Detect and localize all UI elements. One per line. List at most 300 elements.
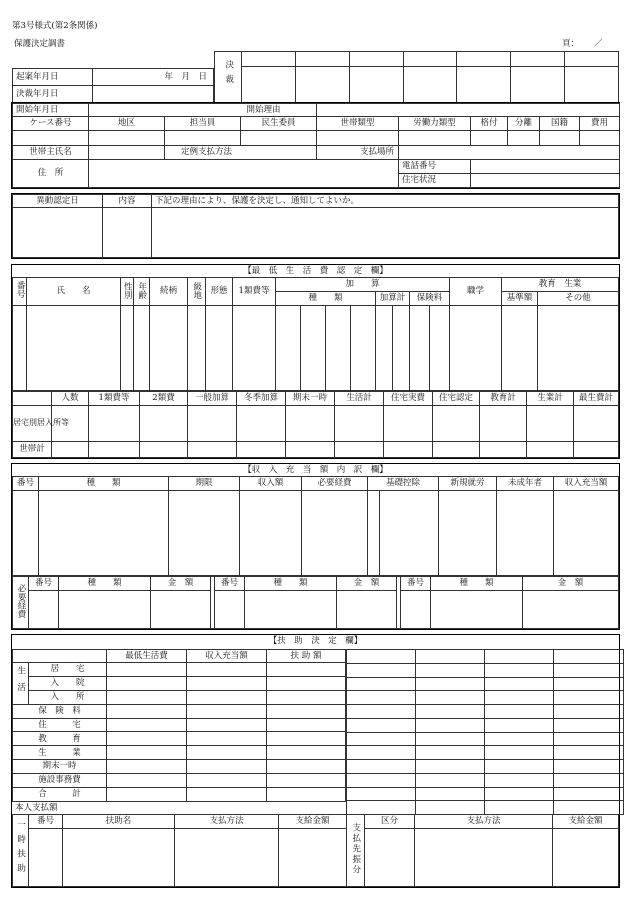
- self-pay-table: [12, 801, 346, 815]
- sum-cell[interactable]: [89, 442, 140, 458]
- sum-cell[interactable]: [527, 442, 574, 458]
- sum-cell[interactable]: [480, 442, 527, 458]
- welfare-commissioner-label: 民生委員: [241, 117, 317, 130]
- ta-no-field[interactable]: [29, 829, 63, 887]
- sum-cell[interactable]: [140, 406, 188, 442]
- approval-sign-1[interactable]: [242, 67, 296, 103]
- page-label: 頁：: [562, 39, 580, 49]
- aid-row-label: 生 業: [13, 746, 107, 760]
- address-label: 住 所: [13, 159, 89, 187]
- inc-minor-field[interactable]: [497, 491, 554, 576]
- aid-blank-cell[interactable]: [416, 718, 485, 732]
- sum-cell[interactable]: [335, 406, 384, 442]
- aid-amount-field[interactable]: [267, 663, 346, 677]
- ml-kind-field-3[interactable]: [326, 306, 351, 391]
- change-content-label: 内容: [103, 195, 152, 208]
- sum-cell[interactable]: [188, 406, 237, 442]
- ml-grade-area-label: 級地: [188, 278, 206, 306]
- sum-col-label: 生活計: [335, 392, 384, 406]
- separation-label: 分離: [508, 117, 540, 130]
- ta-pay-method-field-2[interactable]: [415, 829, 553, 887]
- inc-new-job-field[interactable]: [439, 491, 497, 576]
- aid-blank-cell[interactable]: [347, 677, 416, 691]
- inc-kind-label: 種 類: [39, 477, 169, 491]
- aid-min-cost-field[interactable]: [107, 746, 187, 760]
- ml-age-field[interactable]: [134, 306, 150, 391]
- aid-amount-field[interactable]: [267, 788, 346, 802]
- sum-col-label: 生業計: [527, 392, 574, 406]
- aid-blank-cell[interactable]: [416, 732, 485, 746]
- aid-blank-cell[interactable]: [485, 746, 554, 760]
- ml-age-label: 年齢: [134, 278, 150, 306]
- aid-blank-cell[interactable]: [485, 801, 554, 815]
- aid-blank-cell[interactable]: [347, 650, 416, 664]
- ml-relation-field[interactable]: [150, 306, 188, 391]
- start-reason-field[interactable]: [317, 104, 620, 117]
- min-living-table: [12, 277, 619, 391]
- sum-row-residence-label: 居宅別居入所等: [13, 406, 52, 442]
- ta-pay-amount-label: 支給金額: [279, 815, 347, 829]
- ta-pay-amount-field-2[interactable]: [553, 829, 619, 887]
- aid-row-label: 入 所: [29, 690, 107, 704]
- aid-min-cost-field[interactable]: [107, 732, 187, 746]
- exp-kind-label-1: 種 類: [59, 577, 151, 591]
- ml-standard-label: 基準額: [502, 292, 538, 306]
- exp-no-label-2: 番号: [215, 577, 245, 591]
- aid-blank-cell[interactable]: [347, 663, 416, 677]
- sum-cell[interactable]: [188, 442, 237, 458]
- inc-no-label: 番号: [13, 477, 39, 491]
- inc-period-field[interactable]: [169, 491, 240, 576]
- aid-blank-cell[interactable]: [485, 787, 554, 801]
- aid-blank-cell[interactable]: [416, 787, 485, 801]
- ml-no-field[interactable]: [13, 306, 27, 391]
- ta-pay-method-label: 支払方法: [175, 815, 279, 829]
- aid-min-cost-field[interactable]: [107, 663, 187, 677]
- sum-cell[interactable]: [433, 406, 480, 442]
- aid-blank-cell[interactable]: [416, 705, 485, 719]
- sum-col-label: 教育計: [480, 392, 527, 406]
- separation-field[interactable]: [508, 130, 540, 146]
- aid-blank-cell[interactable]: [347, 732, 416, 746]
- aid-income-field[interactable]: [187, 774, 267, 788]
- sum-cell[interactable]: [527, 406, 574, 442]
- approval-sign-3[interactable]: [349, 67, 403, 103]
- aid-blank-cell[interactable]: [347, 787, 416, 801]
- aid-blank-cell[interactable]: [347, 773, 416, 787]
- ml-edu-livelihood-label: 教育 生業: [502, 278, 619, 292]
- exp-amount-field[interactable]: [151, 591, 211, 629]
- ml-no-label: 番号: [13, 278, 27, 306]
- aid-income-field[interactable]: [187, 760, 267, 774]
- aid-blank-cell[interactable]: [554, 746, 624, 760]
- sum-col-label: 冬季加算: [237, 392, 286, 406]
- ml-form-field[interactable]: [206, 306, 233, 391]
- aid-blank-cell[interactable]: [485, 650, 554, 664]
- aid-right-table: [346, 649, 624, 815]
- aid-blank-cell[interactable]: [347, 801, 416, 815]
- aid-blank-cell[interactable]: [554, 705, 624, 719]
- housing-label: 住宅状況: [399, 174, 471, 188]
- aid-blank-cell[interactable]: [485, 773, 554, 787]
- inc-necessary-label: 必要経費: [302, 477, 368, 491]
- change-table: [12, 194, 619, 258]
- case-number-label: ケース番号: [13, 117, 89, 130]
- ml-class1-field[interactable]: [233, 306, 276, 391]
- approval-table: [214, 51, 619, 103]
- rank-field[interactable]: [471, 130, 508, 146]
- case-info-table: [12, 103, 620, 188]
- aid-blank-cell[interactable]: [416, 677, 485, 691]
- aid-income-field[interactable]: [187, 663, 267, 677]
- exp-amount-label-2: 金 額: [337, 577, 397, 591]
- ml-kind-field-2[interactable]: [301, 306, 326, 391]
- aid-row-label: 教 育: [13, 732, 107, 746]
- aid-blank-cell[interactable]: [347, 691, 416, 705]
- ml-other-label: その他: [538, 292, 619, 306]
- ta-aid-name-field[interactable]: [63, 829, 175, 887]
- sum-cell[interactable]: [140, 442, 188, 458]
- ml-addition-label: 加 算: [276, 278, 450, 292]
- top-date-table: [12, 68, 214, 103]
- decision-date-field[interactable]: [93, 86, 214, 103]
- approval-stamp-4[interactable]: [403, 52, 457, 67]
- sum-cell[interactable]: [480, 406, 527, 442]
- aid-blank-cell[interactable]: [347, 746, 416, 760]
- aid-blank-cell[interactable]: [554, 760, 624, 774]
- head-name-field[interactable]: [89, 146, 165, 159]
- payment-method-label: 定例支払方法: [165, 146, 317, 159]
- ml-kind-field-1[interactable]: [276, 306, 301, 391]
- ml-name-label: 氏 名: [27, 278, 121, 306]
- commissioner-field[interactable]: [241, 130, 317, 146]
- aid-blank-cell[interactable]: [554, 718, 624, 732]
- aid-blank-cell[interactable]: [416, 801, 485, 815]
- aid-blank-cell[interactable]: [416, 691, 485, 705]
- sum-col-label: 人数: [52, 392, 89, 406]
- self-pay-label: 本人支払額: [12, 802, 346, 815]
- ta-category-field[interactable]: [365, 829, 415, 887]
- aid-amount-field[interactable]: [267, 746, 346, 760]
- aid-income-field[interactable]: [187, 746, 267, 760]
- aid-blank-cell[interactable]: [554, 677, 624, 691]
- ml-grade-field[interactable]: [188, 306, 206, 391]
- aid-title: 【扶 助 決 定 欄】: [268, 636, 363, 646]
- nationality-label: 国籍: [540, 117, 580, 130]
- page-title: 保護決定調書: [14, 39, 66, 49]
- exp-kind-label-2: 種 類: [245, 577, 337, 591]
- ta-aid-name-label: 扶助名: [63, 815, 175, 829]
- ml-relation-label: 続柄: [150, 278, 188, 306]
- exp-no-label-3: 番号: [401, 577, 431, 591]
- aid-amount-field[interactable]: [267, 732, 346, 746]
- ml-kind-label: 種 類: [276, 292, 376, 306]
- sum-row-household-label: 世帯計: [13, 442, 52, 458]
- aid-amount-label: 扶 助 額: [267, 650, 346, 663]
- aid-income-alloc-label: 収入充当額: [187, 650, 267, 663]
- aid-income-field[interactable]: [187, 704, 267, 718]
- cost-field[interactable]: [580, 130, 620, 146]
- ta-pay-method-field[interactable]: [175, 829, 279, 887]
- aid-blank-cell[interactable]: [485, 732, 554, 746]
- start-date-label: 開始年月日: [13, 104, 89, 117]
- aid-blank-cell[interactable]: [416, 773, 485, 787]
- change-content-field[interactable]: [103, 208, 152, 258]
- approval-sign-7[interactable]: [565, 67, 619, 103]
- start-reason-label: 開始理由: [241, 104, 317, 117]
- aid-blank-cell[interactable]: [416, 746, 485, 760]
- sum-col-label: 最生費計: [574, 392, 619, 406]
- inc-necessary-field[interactable]: [302, 491, 368, 576]
- inc-minor-label: 未成年者: [497, 477, 554, 491]
- exp-amount-field[interactable]: [337, 591, 397, 629]
- aid-blank-cell[interactable]: [485, 691, 554, 705]
- aid-blank-cell[interactable]: [554, 787, 624, 801]
- payment-place-label: 支払場所: [317, 146, 399, 159]
- aid-income-field[interactable]: [187, 690, 267, 704]
- case-number-field[interactable]: [13, 130, 89, 146]
- aid-amount-field[interactable]: [267, 760, 346, 774]
- aid-income-field[interactable]: [187, 788, 267, 802]
- ml-name-field[interactable]: [27, 306, 121, 391]
- aid-amount-field[interactable]: [267, 676, 346, 690]
- inc-allocation-label: 収入充当額: [554, 477, 619, 491]
- sum-cell[interactable]: [574, 442, 619, 458]
- aid-min-cost-field[interactable]: [107, 788, 187, 802]
- aid-blank-cell[interactable]: [554, 650, 624, 664]
- exp-amount-field[interactable]: [523, 591, 619, 629]
- aid-blank-cell[interactable]: [485, 677, 554, 691]
- aid-row-label: 施設事務費: [13, 774, 107, 788]
- aid-blank-cell[interactable]: [554, 773, 624, 787]
- approval-stamp-3[interactable]: [349, 52, 403, 67]
- approval-stamp-7[interactable]: [565, 52, 619, 67]
- sum-cell[interactable]: [237, 406, 286, 442]
- ml-insurance-field-1[interactable]: [410, 306, 430, 391]
- approval-sign-6[interactable]: [511, 67, 565, 103]
- sum-col-label: 一般加算: [188, 392, 237, 406]
- approval-stamp-2[interactable]: [295, 52, 349, 67]
- decision-date-label: 決裁年月日: [13, 86, 93, 103]
- exp-kind-field[interactable]: [59, 591, 151, 629]
- inc-kind-field[interactable]: [39, 491, 169, 576]
- expense-table: [12, 576, 619, 629]
- temp-aid-table: [12, 814, 619, 887]
- aid-income-field[interactable]: [187, 676, 267, 690]
- aid-row-label: 居 宅: [29, 663, 107, 677]
- aid-blank-cell[interactable]: [485, 760, 554, 774]
- expense-vertical-label: 必要経費: [13, 577, 29, 629]
- aid-row-label: 合 計: [13, 788, 107, 802]
- ml-kind-field-4[interactable]: [351, 306, 376, 391]
- aid-row-label: 期末一時: [13, 760, 107, 774]
- inc-basic-label: 基礎控除: [368, 477, 439, 491]
- aid-blank-cell[interactable]: [554, 691, 624, 705]
- approval-sign-5[interactable]: [457, 67, 511, 103]
- ta-pay-amount-field[interactable]: [279, 829, 347, 887]
- sum-cell[interactable]: [574, 406, 619, 442]
- sum-col-label: 住宅実費: [384, 392, 433, 406]
- staff-field[interactable]: [165, 130, 241, 146]
- min-living-summary-table: [12, 391, 619, 458]
- aid-min-cost-field[interactable]: [107, 760, 187, 774]
- nationality-field[interactable]: [540, 130, 580, 146]
- aid-left-table: [12, 649, 346, 802]
- ml-class1-label: 1類費等: [233, 278, 276, 306]
- start-date-field[interactable]: [89, 104, 241, 117]
- min-living-title: 【最 低 生 活 費 認 定 欄】: [243, 266, 388, 276]
- sum-cell[interactable]: [52, 442, 89, 458]
- income-table: [12, 476, 619, 576]
- change-date-label: 異動認定日: [13, 195, 103, 208]
- exp-kind-field[interactable]: [431, 591, 523, 629]
- ml-form-label: 形態: [206, 278, 233, 306]
- ta-pay-method-label-2: 支払方法: [415, 815, 553, 829]
- aid-living-label: 生活: [13, 663, 29, 705]
- aid-blank-cell[interactable]: [485, 663, 554, 677]
- approval-sign-2[interactable]: [295, 67, 349, 103]
- aid-min-cost-field[interactable]: [107, 690, 187, 704]
- inc-new-job-label: 新規就労: [439, 477, 497, 491]
- aid-blank-cell[interactable]: [347, 718, 416, 732]
- sum-corner: [13, 392, 52, 406]
- phone-label: 電話番号: [399, 159, 471, 174]
- exp-no-field[interactable]: [401, 591, 431, 629]
- housing-field[interactable]: [471, 174, 620, 188]
- ml-other-field[interactable]: [538, 306, 619, 391]
- aid-blank-cell[interactable]: [347, 705, 416, 719]
- ta-pay-amount-label-2: 支給金額: [553, 815, 619, 829]
- ml-add-total-label: 加算計: [376, 292, 410, 306]
- labor-type-field[interactable]: [399, 130, 471, 146]
- aid-income-field[interactable]: [187, 718, 267, 732]
- form-number: 第3号様式(第2条関係): [12, 21, 98, 31]
- approval-stamp-6[interactable]: [511, 52, 565, 67]
- aid-min-cost-field[interactable]: [107, 676, 187, 690]
- sum-col-label: 2類費: [140, 392, 188, 406]
- page-separator: ／: [594, 39, 603, 49]
- payee-split-label: 支払先振分: [347, 815, 365, 887]
- approval-stamp-5[interactable]: [457, 52, 511, 67]
- labor-type-label: 労働力類型: [399, 117, 471, 130]
- exp-amount-label-1: 金 額: [151, 577, 211, 591]
- sum-cell[interactable]: [89, 406, 140, 442]
- exp-no-label-1: 番号: [29, 577, 59, 591]
- inc-allocation-field[interactable]: [554, 491, 619, 576]
- sum-cell[interactable]: [384, 442, 433, 458]
- sum-cell[interactable]: [286, 442, 335, 458]
- sum-cell[interactable]: [384, 406, 433, 442]
- aid-row-label: 入 院: [29, 676, 107, 690]
- draft-date-field[interactable]: 年 月 日: [93, 69, 214, 86]
- approval-sign-4[interactable]: [403, 67, 457, 103]
- income-title: 【収 入 充 当 額 内 訳 欄】: [243, 465, 388, 475]
- ta-category-label: 区分: [365, 815, 415, 829]
- exp-no-field[interactable]: [29, 591, 59, 629]
- phone-field[interactable]: [471, 159, 620, 174]
- approval-stamp-1[interactable]: [242, 52, 296, 67]
- address-field[interactable]: [89, 159, 399, 187]
- ml-sex-label: 性別: [121, 278, 134, 306]
- inc-no-field[interactable]: [13, 491, 39, 576]
- sum-cell[interactable]: [237, 442, 286, 458]
- aid-min-cost-label: 最低生活費: [107, 650, 187, 663]
- sum-col-label: 1類費等: [89, 392, 140, 406]
- ml-add-total-field-2[interactable]: [393, 306, 410, 391]
- cost-label: 費用: [580, 117, 620, 130]
- ml-sex-field[interactable]: [121, 306, 134, 391]
- ml-vocational-field[interactable]: [450, 306, 502, 391]
- aid-amount-field[interactable]: [267, 718, 346, 732]
- head-name-label: 世帯主氏名: [13, 146, 89, 159]
- aid-min-cost-field[interactable]: [107, 774, 187, 788]
- aid-corner: [13, 650, 107, 663]
- inc-amount-label: 収入額: [240, 477, 302, 491]
- aid-blank-cell[interactable]: [416, 760, 485, 774]
- aid-amount-field[interactable]: [267, 690, 346, 704]
- inc-amount-field[interactable]: [240, 491, 302, 576]
- ta-no-label: 番号: [29, 815, 63, 829]
- ml-vocational-label: 職学: [450, 278, 502, 306]
- household-type-label: 世帯類型: [317, 117, 399, 130]
- aid-amount-field[interactable]: [267, 704, 346, 718]
- payment-place-field[interactable]: [399, 146, 620, 159]
- approval-label: 決裁: [215, 52, 242, 103]
- exp-kind-field[interactable]: [245, 591, 337, 629]
- aid-blank-cell[interactable]: [416, 650, 485, 664]
- exp-amount-label-3: 金 額: [523, 577, 619, 591]
- staff-label: 担当員: [165, 117, 241, 130]
- inc-basic-field[interactable]: [380, 491, 439, 576]
- aid-row-label: 保 険 料: [13, 704, 107, 718]
- household-type-field[interactable]: [317, 130, 399, 146]
- aid-row-label: 住 宅: [13, 718, 107, 732]
- rank-label: 格付: [471, 117, 508, 130]
- exp-kind-label-3: 種 類: [431, 577, 523, 591]
- inc-basic-sub-field[interactable]: [368, 491, 380, 576]
- aid-blank-cell[interactable]: [554, 732, 624, 746]
- sum-cell[interactable]: [286, 406, 335, 442]
- aid-blank-cell[interactable]: [347, 760, 416, 774]
- aid-blank-cell[interactable]: [485, 718, 554, 732]
- aid-min-cost-field[interactable]: [107, 718, 187, 732]
- aid-min-cost-field[interactable]: [107, 704, 187, 718]
- change-date-field[interactable]: [13, 208, 103, 258]
- aid-blank-cell[interactable]: [416, 663, 485, 677]
- aid-income-field[interactable]: [187, 732, 267, 746]
- ml-insurance-label: 保険料: [410, 292, 450, 306]
- ml-insurance-field-2[interactable]: [430, 306, 450, 391]
- temp-aid-label: 一時扶助: [13, 815, 29, 887]
- district-label: 地区: [89, 117, 165, 130]
- ml-add-total-field-1[interactable]: [376, 306, 393, 391]
- district-field[interactable]: [89, 130, 165, 146]
- aid-blank-cell[interactable]: [485, 705, 554, 719]
- sum-col-label: 住宅認定: [433, 392, 480, 406]
- exp-no-field[interactable]: [215, 591, 245, 629]
- change-reason-field[interactable]: [152, 208, 619, 258]
- inc-period-label: 期限: [169, 477, 240, 491]
- sum-col-label: 期末一時: [286, 392, 335, 406]
- sum-cell[interactable]: [433, 442, 480, 458]
- change-message: 下記の理由により、保護を決定し、通知してよいか。: [152, 195, 619, 208]
- aid-blank-cell[interactable]: [554, 801, 624, 815]
- sum-cell[interactable]: [335, 442, 384, 458]
- aid-blank-cell[interactable]: [554, 663, 624, 677]
- draft-date-label: 起案年月日: [13, 69, 93, 86]
- aid-amount-field[interactable]: [267, 774, 346, 788]
- ml-standard-field[interactable]: [502, 306, 538, 391]
